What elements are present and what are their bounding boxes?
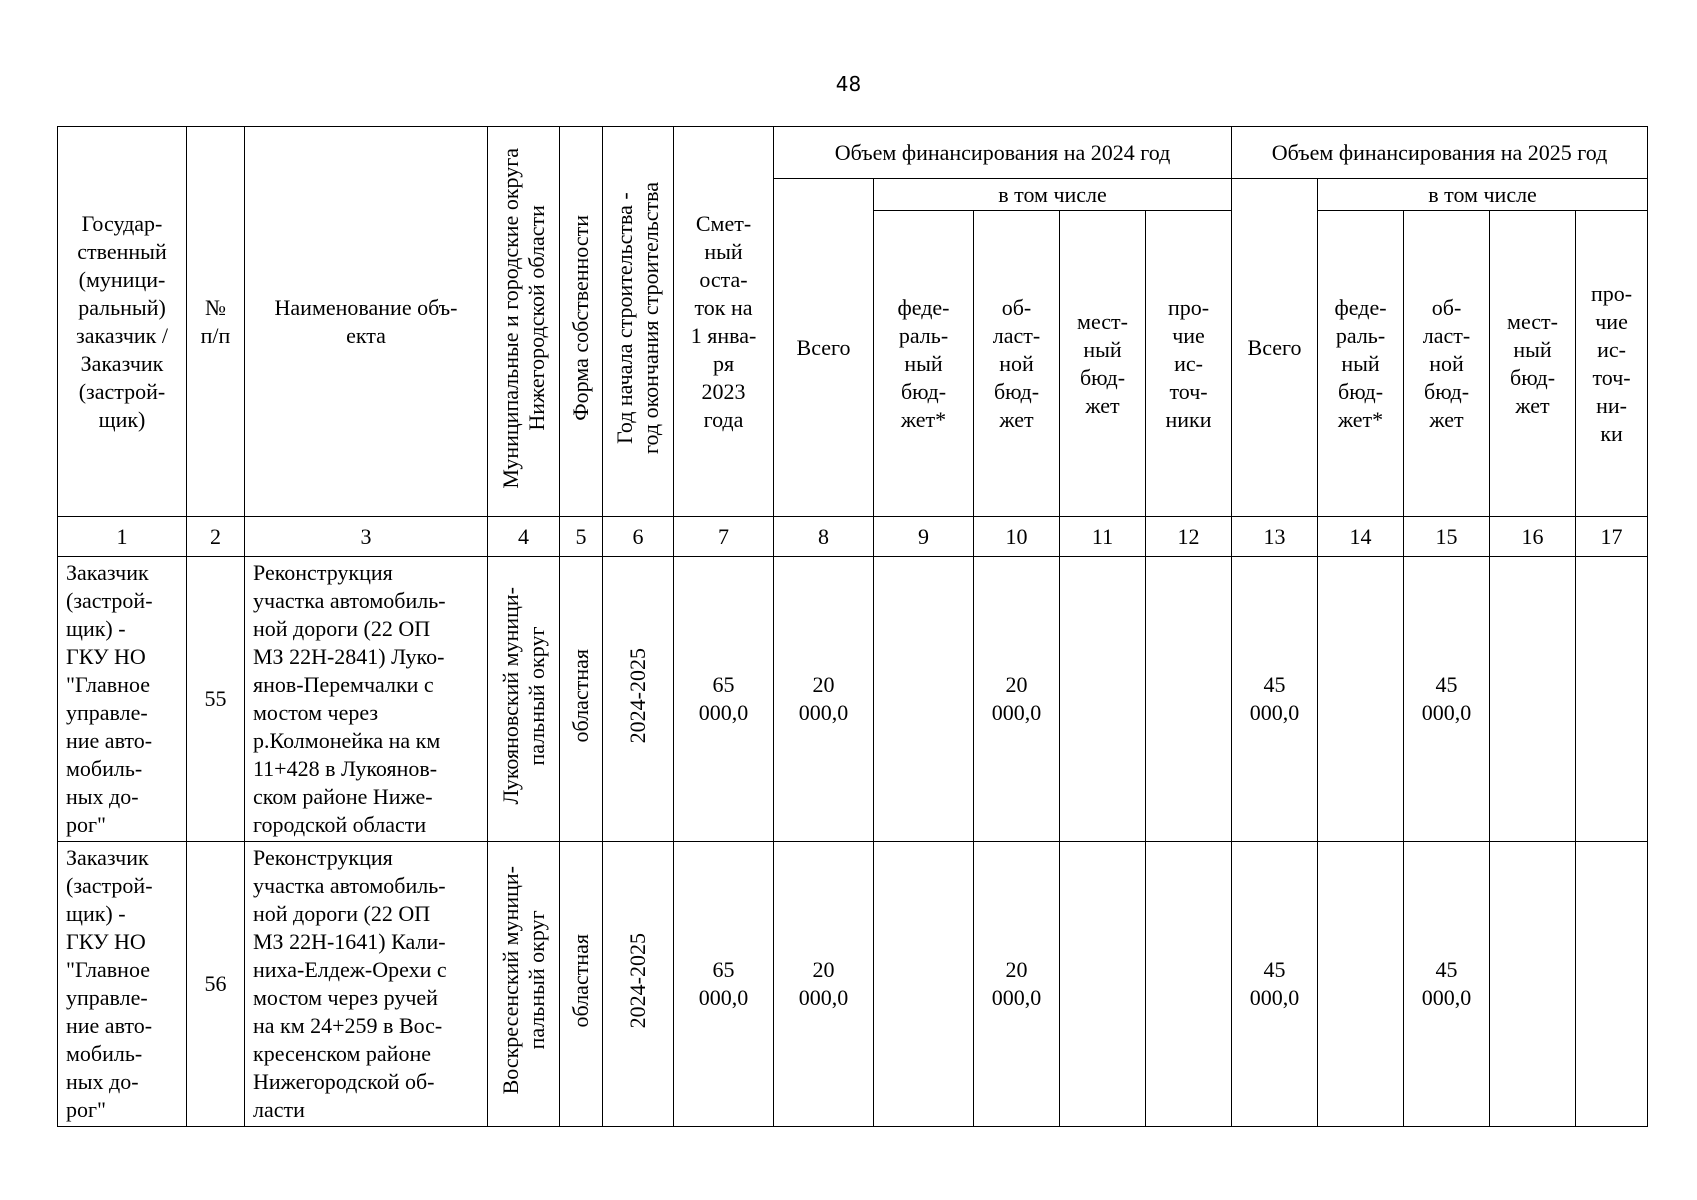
column-number: 13 [1232,517,1318,557]
header-estimate: Смет- ный оста- ток на 1 янва- ря 2023 года [674,127,774,517]
column-number: 1 [58,517,187,557]
header-fin-2025: Объем финансирования на 2025 год [1232,127,1648,179]
table-row [58,557,1648,842]
column-number: 10 [974,517,1060,557]
table-row [58,842,1648,1127]
header-years [603,127,674,517]
column-number: 14 [1318,517,1404,557]
header-total-2024: Всего [774,179,874,517]
column-number: 8 [774,517,874,557]
row-ownership [560,557,603,842]
row-total-2025: 45 000,0 [1232,842,1318,1127]
row-regional-2025: 45 000,0 [1404,842,1490,1127]
row-years [603,557,674,842]
column-number: 16 [1490,517,1576,557]
row-years [603,842,674,1127]
row-local-2024 [1060,557,1146,842]
column-number: 7 [674,517,774,557]
header-years-text: Год начала строительства - год окончания строительства [612,182,663,454]
financing-table [57,126,1648,1127]
row-years-text: 2024-2025 [625,647,650,744]
header-municipal [488,127,560,517]
header-regional-2024: об- ласт- ной бюд- жет [974,211,1060,517]
column-number: 17 [1576,517,1648,557]
row-regional-2025: 45 000,0 [1404,557,1490,842]
header-total-2025: Всего [1232,179,1318,517]
header-customer: Государ- ственный (муници- pальный) заказчик / Заказчик (застрой- щик) [58,127,187,517]
header-ownership [560,127,603,517]
header-num: № п/п [187,127,245,517]
header-fin-2024: Объем финансирования на 2024 год [774,127,1232,179]
row-total-2025: 45 000,0 [1232,557,1318,842]
row-ownership-text: областная [568,648,593,743]
row-years-text: 2024-2025 [625,932,650,1029]
row-estimate: 65 000,0 [674,842,774,1127]
row-municipal-text: Воскресенский муници- пальный округ [497,866,549,1095]
column-number-row [58,517,1648,557]
header-local-2025: мест- ный бюд- жет [1490,211,1576,517]
row-total-2024: 20 000,0 [774,842,874,1127]
row-federal-2025 [1318,557,1404,842]
row-regional-2024: 20 000,0 [974,842,1060,1127]
row-regional-2024: 20 000,0 [974,557,1060,842]
header-including-2025: в том числе [1318,179,1648,211]
header-other-2025: про- чие ис- точ- ни- ки [1576,211,1648,517]
row-federal-2025 [1318,842,1404,1127]
column-number: 5 [560,517,603,557]
row-other-2025 [1576,557,1648,842]
header-regional-2025: об- ласт- ной бюд- жет [1404,211,1490,517]
row-other-2024 [1146,842,1232,1127]
header-object-name: Наименование объ- екта [245,127,488,517]
column-number: 4 [488,517,560,557]
row-local-2025 [1490,557,1576,842]
row-federal-2024 [874,557,974,842]
header-municipal-text: Муниципальные и городские округа Нижегородской области [497,147,549,489]
row-num: 55 [187,557,245,842]
row-ownership-text: областная [568,933,593,1028]
row-customer: Заказчик (застрой- щик) - ГКУ НО "Главное управле- ние авто- мобиль- ных до- рог" [58,842,187,1127]
row-municipal [488,842,560,1127]
row-num: 56 [187,842,245,1127]
column-number: 15 [1404,517,1490,557]
row-local-2024 [1060,842,1146,1127]
header-local-2024: мест- ный бюд- жет [1060,211,1146,517]
header-federal-2024: феде- раль- ный бюд- жет* [874,211,974,517]
row-municipal-text: Лукояновский муници- пальный округ [497,586,549,805]
row-customer: Заказчик (застрой- щик) - ГКУ НО "Главное управле- ние авто- мобиль- ных до- рог" [58,557,187,842]
header-other-2024: про- чие ис- точ- ники [1146,211,1232,517]
column-number: 6 [603,517,674,557]
column-number: 9 [874,517,974,557]
row-local-2025 [1490,842,1576,1127]
row-municipal [488,557,560,842]
row-other-2024 [1146,557,1232,842]
header-ownership-text: Форма собственности [568,215,593,421]
row-federal-2024 [874,842,974,1127]
page-number: 48 [835,72,862,96]
row-object-name: Реконструкция участка автомобиль- ной дороги (22 ОП МЗ 22Н-1641) Кали- ниха-Елдеж-Орехи с мостом через ручей на км 24+259 в Вос- кресенском районе Нижегородской об- ласти [245,842,488,1127]
column-number: 3 [245,517,488,557]
row-other-2025 [1576,842,1648,1127]
column-number: 12 [1146,517,1232,557]
row-ownership [560,842,603,1127]
header-federal-2025: феде- раль- ный бюд- жет* [1318,211,1404,517]
row-estimate: 65 000,0 [674,557,774,842]
row-object-name: Реконструкция участка автомобиль- ной дороги (22 ОП МЗ 22Н-2841) Луко- янов-Перемчалки с мостом через р.Колмонейка на км 11+428 в Лукоянов- ском районе Ниже- городской области [245,557,488,842]
column-number: 2 [187,517,245,557]
header-including-2024: в том числе [874,179,1232,211]
column-number: 11 [1060,517,1146,557]
row-total-2024: 20 000,0 [774,557,874,842]
